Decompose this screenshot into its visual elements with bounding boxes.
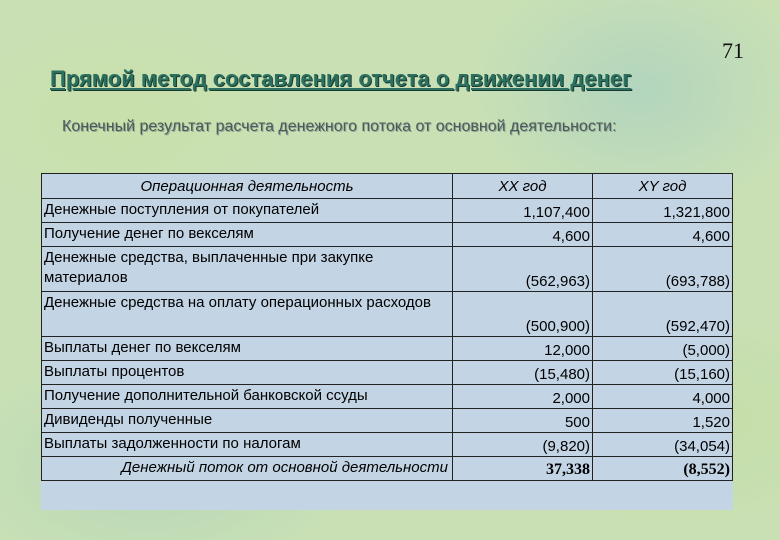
row-value-xx: 2,000: [453, 385, 593, 409]
table-row: [42, 247, 733, 292]
row-label: Выплаты процентов: [42, 361, 453, 385]
row-label: Выплаты задолженности по налогам: [42, 433, 453, 457]
row-value-xy: 1,520: [593, 409, 733, 433]
row-value-xy: (592,470): [593, 292, 733, 337]
row-value-xy: (15,160): [593, 361, 733, 385]
row-label: Выплаты денег по векселям: [42, 337, 453, 361]
row-value-xy: (5,000): [593, 337, 733, 361]
row-label: Денежные средства, выплаченные при закупке материалов: [42, 247, 453, 292]
table-total-row: [42, 457, 733, 481]
table-row: [42, 337, 733, 361]
row-value-xx: 1,107,400: [453, 199, 593, 223]
header-year-xy: XY год: [593, 174, 733, 199]
row-label: Получение дополнительной банковской ссуды: [42, 385, 453, 409]
row-label: Денежные поступления от покупателей: [42, 199, 453, 223]
row-value-xy: 4,000: [593, 385, 733, 409]
table-row: [42, 199, 733, 223]
row-value-xy: 4,600: [593, 223, 733, 247]
table-row: [42, 385, 733, 409]
row-value-xy: (693,788): [593, 247, 733, 292]
total-value-xy: (8,552): [593, 457, 733, 481]
cash-flow-table-container: [41, 173, 733, 510]
total-label: Денежный поток от основной деятельности: [42, 457, 453, 481]
total-value-xx: 37,338: [453, 457, 593, 481]
header-operating-activity: Операционная деятельность: [42, 174, 453, 199]
table-header-row: [42, 174, 733, 199]
table-row: [42, 223, 733, 247]
row-value-xx: (15,480): [453, 361, 593, 385]
row-label: Денежные средства на оплату операционных расходов: [42, 292, 453, 337]
row-value-xx: (500,900): [453, 292, 593, 337]
row-value-xx: 4,600: [453, 223, 593, 247]
header-year-xx: XX год: [453, 174, 593, 199]
cash-flow-table: [41, 173, 733, 481]
table-row: [42, 433, 733, 457]
row-label: Получение денег по векселям: [42, 223, 453, 247]
table-row: [42, 361, 733, 385]
table-row: [42, 292, 733, 337]
row-value-xx: (9,820): [453, 433, 593, 457]
row-label: Дивиденды полученные: [42, 409, 453, 433]
row-value-xy: 1,321,800: [593, 199, 733, 223]
row-value-xx: 12,000: [453, 337, 593, 361]
slide-subtitle: Конечный результат расчета денежного потока от основной деятельности:: [62, 118, 617, 135]
slide-title: Прямой метод составления отчета о движении денег: [50, 66, 632, 91]
row-value-xy: (34,054): [593, 433, 733, 457]
row-value-xx: (562,963): [453, 247, 593, 292]
page-number: 71: [722, 38, 744, 63]
row-value-xx: 500: [453, 409, 593, 433]
table-row: [42, 409, 733, 433]
